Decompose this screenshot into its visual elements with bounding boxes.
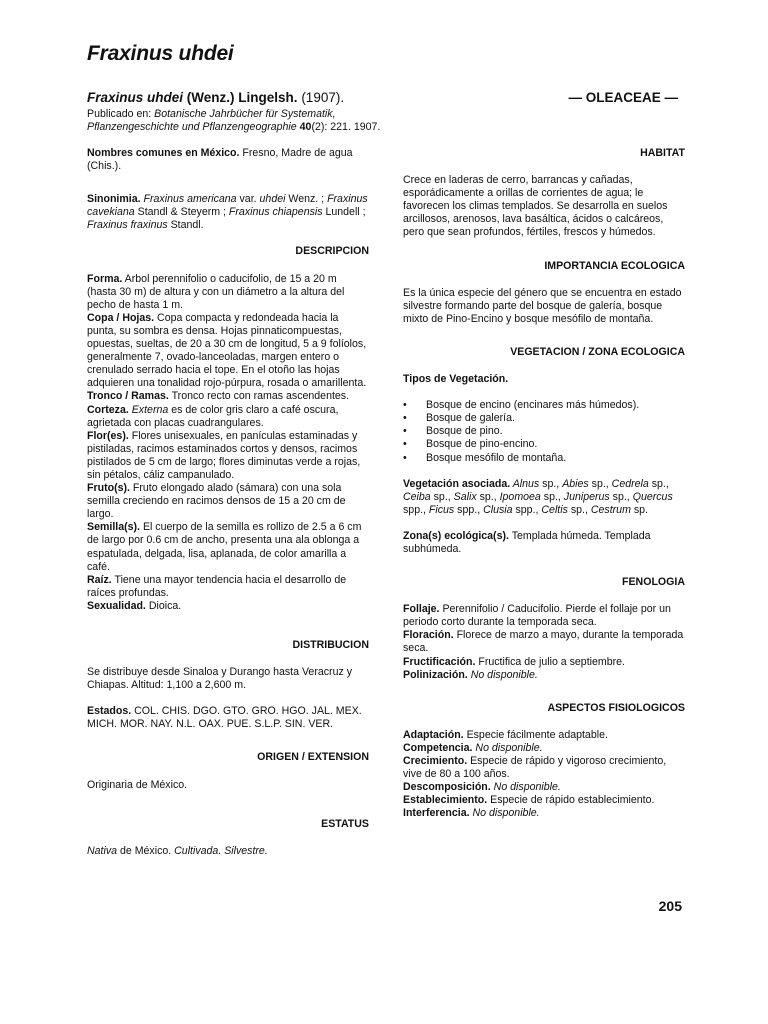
field-label: Tipos de Vegetación.: [403, 373, 509, 386]
desc-tronco: [87, 390, 369, 403]
field-text: Especie fácilmente adaptable.: [463, 728, 608, 741]
origen-text: Originaria de México.: [87, 778, 188, 791]
estados: [87, 705, 369, 731]
genus: Salix: [453, 490, 477, 503]
heading-habitat: HABITAT: [640, 147, 685, 159]
vegetation-type-list: [403, 399, 685, 464]
fen-fructificacion: [403, 656, 685, 669]
genus-sp: spp.,: [512, 503, 542, 516]
list-item: • Bosque de encino (encinares más húmedos).: [403, 399, 685, 412]
synonym-author: var.: [236, 193, 260, 206]
heading-distribucion: DISTRIBUCION: [292, 639, 369, 651]
desc-forma: [87, 273, 369, 312]
field-label: Crecimiento.: [403, 755, 468, 767]
field-label: Tronco / Ramas.: [87, 390, 169, 403]
right-column: [403, 147, 685, 820]
genus: Alnus: [510, 477, 540, 490]
desc-flores: [87, 430, 369, 482]
fen-floracion: [403, 629, 685, 655]
list-item: • Bosque de pino.: [403, 425, 685, 438]
genus: Ceiba: [403, 490, 431, 503]
synonym: Fraxinus americana: [140, 193, 237, 206]
heading-vegetacion: VEGETACION / ZONA ECOLOGICA: [510, 345, 685, 358]
field-text: Templada húmeda. Templada subhúmeda.: [403, 529, 651, 555]
synonym: uhdei: [259, 193, 286, 206]
field-text: Perennifolio / Caducifolio. Pierde el follaje por un periodo corto durante la temporada seca.: [403, 603, 671, 629]
publication-prefix: Publicado en:: [87, 108, 155, 120]
fis-adaptacion: [403, 729, 685, 742]
field-label: Corteza.: [87, 403, 129, 416]
genus-sp: sp.,: [648, 477, 669, 490]
desc-sexualidad: [87, 600, 369, 613]
field-text: Fructifica de julio a septiembre.: [475, 655, 625, 668]
synonym: Fraxinus cavekiana: [87, 193, 368, 219]
field-italic: Externa: [128, 403, 169, 416]
synonym: Fraxinus chiapensis: [228, 206, 323, 219]
publication-volume: 40: [299, 121, 312, 133]
tipos-label: [403, 373, 685, 386]
common-names: [87, 147, 369, 173]
desc-corteza: [87, 404, 369, 430]
field-italic: No disponible.: [467, 668, 538, 681]
desc-frutos: [87, 482, 369, 521]
field-text: de México.: [117, 844, 175, 857]
fis-crecimiento: [403, 755, 685, 781]
field-text: Flores unisexuales, en panículas estaminadas y pistiladas, racimos estaminados cortos y densos, racimos pistilados de 5 cm de largo; flores diminutas verde a rojas, sin pétalos, cáliz campanulado.: [87, 429, 361, 481]
common-names-text: Fresno, Madre de agua (Chis.).: [87, 147, 353, 173]
publication-journal: Botanische Jahrbücher für Systematik, Pflanzengeschichte und Pflanzengeographie: [87, 108, 336, 133]
list-item: • Bosque de pino-encino.: [403, 438, 685, 451]
genus: Clusia: [483, 503, 513, 516]
genus-sp: sp.,: [430, 490, 454, 503]
left-column: [87, 147, 369, 858]
heading-fisiologicos: ASPECTOS FISIOLOGICOS: [547, 701, 685, 714]
species-name: Fraxinus uhdei: [87, 90, 184, 105]
genus-sp: sp.: [630, 503, 648, 516]
distribucion-text: Se distribuye desde Sinaloa y Durango hasta Veracruz y Chiapas. Altitud: 1,100 a 2,600 m.: [87, 666, 352, 692]
field-label: Adaptación.: [403, 728, 464, 741]
heading-fenologia: FENOLOGIA: [622, 576, 685, 589]
field-italic: Nativa: [87, 844, 118, 857]
heading-origen: ORIGEN / EXTENSION: [257, 751, 369, 764]
habitat-text: Crece en laderas de cerro, barrancas y cañadas, esporádicamente a orillas de corrientes de agua; le favorecen los climas templados. Se desarrolla en suelos arcillosos, arenosos, lava basáltica, ácidos o calcáreos, pero que sean profundos, fértiles, frescos y húmedos.: [403, 174, 668, 239]
field-text: Florece de marzo a mayo, durante la temporada seca.: [403, 629, 684, 655]
field-label: Sexualidad.: [87, 599, 146, 612]
section-fisiologicos: [403, 729, 685, 821]
field-text: es de color gris claro a café oscura, agrietada con placas cuadrangulares.: [87, 403, 339, 429]
fis-establecimiento: [403, 794, 685, 807]
genus-sp: sp.,: [588, 477, 612, 490]
synonym: Fraxinus fraxinus: [87, 219, 168, 232]
genus: Abies: [562, 477, 589, 490]
field-italic: No disponible.: [490, 781, 561, 794]
field-label: Zona(s) ecológica(s).: [403, 529, 509, 542]
genus-sp: spp.,: [454, 503, 484, 516]
synonym-author: Standl.: [167, 219, 204, 232]
field-label: Copa / Hojas.: [87, 311, 155, 324]
genus-sp: spp.,: [403, 503, 429, 516]
desc-raiz: [87, 574, 369, 600]
field-label: Descomposición.: [403, 781, 491, 794]
field-label: Competencia.: [403, 741, 473, 754]
estatus-text: [87, 845, 369, 858]
synonymy: [87, 193, 369, 232]
genus: Juniperus: [563, 490, 610, 503]
family-name: — OLEACEAE —: [568, 90, 678, 105]
field-text: Copa compacta y redondeada hacia la punta, su sombra es densa. Hojas pinnaticompuestas, opuestas, sueltas, de 20 a 30 cm de longitud, 5 a 9 folíolos, generalmente 7, ovado-lanceoladas, margen entero o crenulado serrado hacia el tope. En el otoño las hojas adquieren una tonalidad rojo-púrpura, rosada o amarillenta.: [87, 311, 367, 390]
field-label: Floración.: [403, 629, 454, 642]
field-text: Especie de rápido establecimiento.: [487, 794, 655, 807]
genus-sp: sp.,: [476, 490, 500, 503]
field-text: Tiene una mayor tendencia hacia el desarrollo de raíces profundas.: [87, 573, 347, 599]
desc-copa: [87, 312, 369, 391]
field-label: Vegetación asociada.: [403, 477, 511, 490]
field-text: Arbol perennifolio o caducifolio, de 15 a 20 m (hasta 30 m) de altura y con un diámetro a la altura del pecho de hasta 1 m.: [87, 272, 345, 311]
publication-rest: (2): 221. 1907.: [311, 121, 381, 133]
heading-importancia: IMPORTANCIA ECOLOGICA: [544, 259, 685, 272]
zona-ecologica: [403, 530, 685, 556]
fis-interferencia: [403, 807, 685, 820]
field-label: Follaje.: [403, 603, 440, 616]
page-title: Fraxinus uhdei: [87, 42, 234, 65]
field-label: Raíz.: [87, 573, 112, 586]
publication-reference: [87, 108, 417, 134]
field-label: Interferencia.: [403, 807, 470, 820]
field-italic: Cultivada. Silvestre.: [174, 844, 268, 857]
field-label: Forma.: [87, 272, 123, 285]
field-italic: No disponible.: [469, 807, 540, 820]
page-number: 205: [658, 898, 682, 914]
field-label: Fructificación.: [403, 655, 476, 668]
genus: Ipomoea: [499, 490, 541, 503]
synonym-author: Standl & Steyerm ;: [134, 206, 229, 219]
genus-sp: sp.,: [609, 490, 633, 503]
field-text: Dioica.: [145, 599, 182, 612]
vegetacion-asociada: [403, 478, 685, 517]
heading-estatus: ESTATUS: [321, 817, 369, 830]
field-label: Fruto(s).: [87, 482, 130, 495]
genus: Quercus: [632, 490, 673, 503]
field-label: Semilla(s).: [87, 521, 140, 534]
fis-competencia: [403, 742, 685, 755]
field-text: Fruto elongado alado (sámara) con una sola semilla creciendo en racimos densos de 15 a 20 cm de largo.: [87, 482, 346, 521]
list-item: • Bosque mesófilo de montaña.: [403, 452, 685, 465]
fen-follaje: [403, 603, 685, 629]
synonym-author: Wenz. ;: [285, 193, 328, 206]
field-label: Polinización.: [403, 668, 468, 681]
importancia-text: Es la única especie del género que se encuentra en estado silvestre formando parte del bosque de galería, bosque mixto de Pino-Encino y bosque mesófilo de montaña.: [403, 286, 682, 325]
field-text: Tronco recto con ramas ascendentes.: [168, 390, 350, 403]
common-names-label: Nombres comunes en México.: [87, 147, 240, 159]
species-author: (Wenz.) Lingelsh.: [186, 90, 298, 105]
heading-descripcion: DESCRIPCION: [295, 245, 369, 258]
field-text: El cuerpo de la semilla es rollizo de 2.5 a 6 cm de largo por 0.6 cm de ancho, presenta una ala oblonga a espatulada, delgada, lisa, aplanada, de color amarilla a café.: [87, 521, 362, 573]
section-descripcion: [87, 273, 369, 613]
species-year: (1907).: [301, 90, 345, 105]
genus: Cestrum: [590, 503, 631, 516]
field-text: Especie de rápido y vigoroso crecimiento, vive de 80 a 100 años.: [403, 755, 667, 781]
synonym-author: Lundell ;: [322, 206, 366, 219]
fis-descomposicion: [403, 781, 685, 794]
scientific-name: [87, 90, 344, 105]
field-text: COL. CHIS. DGO. GTO. GRO. HGO. JAL. MEX. MICH. MOR. NAY. N.L. OAX. PUE. S.L.P. SIN. VER.: [87, 705, 362, 731]
list-item: • Bosque de galería.: [403, 412, 685, 425]
genus: Ficus: [428, 503, 455, 516]
section-fenologia: [403, 603, 685, 682]
genus-sp: sp.,: [567, 503, 591, 516]
field-label: Establecimiento.: [403, 794, 488, 807]
genus-sp: sp.,: [539, 477, 563, 490]
genus: Cedrela: [611, 477, 649, 490]
field-label: Estados.: [87, 705, 132, 718]
synonymy-label: Sinonimia.: [87, 193, 141, 206]
field-italic: No disponible.: [472, 741, 543, 754]
genus: Celtis: [541, 503, 568, 516]
genus-sp: sp.,: [540, 490, 564, 503]
desc-semillas: [87, 521, 369, 573]
fen-polinizacion: [403, 669, 685, 682]
field-label: Flor(es).: [87, 429, 129, 442]
